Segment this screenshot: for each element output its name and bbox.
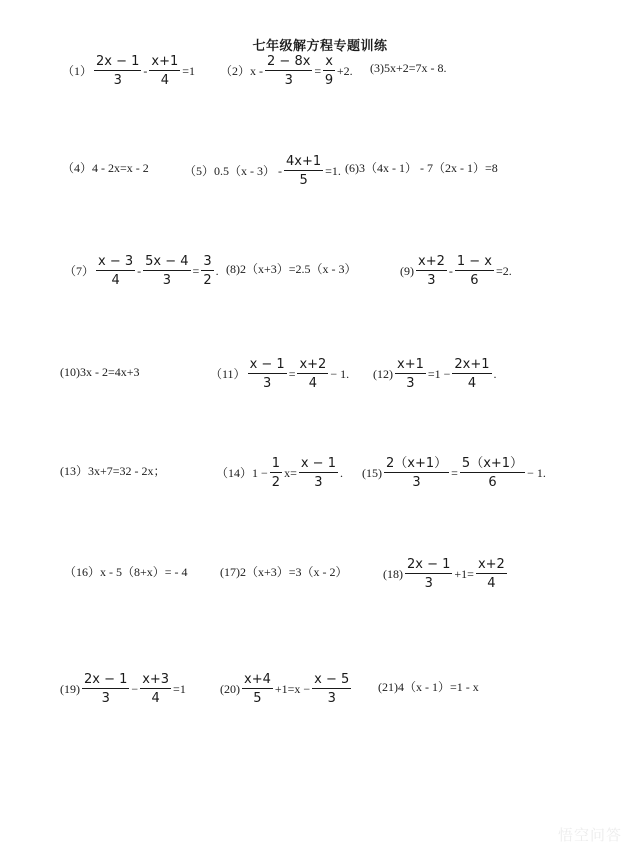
problem-18: (18) $\frac{2x - 1}{3}$ +1= $\frac{x+2}{4}$: [383, 557, 505, 591]
fraction: $\frac{5x - 4}{3}$: [145, 254, 189, 288]
problem-2: （2） x - $\frac{2 - 8x}{3}$ = $\frac{x}{9}$ +2.: [220, 54, 353, 88]
fraction: $\frac{2 - 8x}{3}$: [267, 54, 311, 88]
problem-3: (3) 5x+2=7x - 8.: [370, 61, 447, 75]
problem-1: （1） $\frac{2x - 1}{3}$ - $\frac{x+1}{4}$ =1: [62, 54, 196, 88]
problem-label: (9): [400, 264, 414, 278]
problem-label: （16）: [64, 565, 101, 579]
fraction: $\frac{3}{2}$: [203, 254, 212, 288]
problem-label: （5）: [184, 164, 215, 178]
problem-20: (20) $\frac{x+4}{5}$ +1=x − $\frac{x - 5}{3}$: [220, 672, 350, 706]
problem-19: (19) $\frac{2x - 1}{3}$ − $\frac{x+3}{4}$ =1: [60, 672, 186, 706]
problem-label: (20): [220, 682, 240, 696]
worksheet-title: 七年级解方程专题训练: [252, 39, 388, 54]
problem-label: (6): [345, 161, 359, 175]
problem-15: (15) $\frac{2(x+1)}{3}$ = $\frac{5(x+1)}{6}$ − 1.: [362, 456, 546, 490]
fraction: $\frac{x+2}{4}$: [477, 557, 505, 591]
fraction: $\frac{1 - x}{6}$: [456, 254, 492, 288]
problem-9: (9) $\frac{x+2}{3}$ - $\frac{1 - x}{6}$ =2.: [400, 254, 512, 288]
problem-13: (13） 3x+7=32 - 2x；: [60, 464, 166, 478]
problem-14: （14） 1 − $\frac{1}{2}$ x= $\frac{x - 1}{3}$ .: [216, 456, 343, 490]
problem-label: （2）: [220, 64, 251, 78]
fraction: $\frac{x+2}{4}$: [299, 357, 327, 391]
fraction: $\frac{1}{2}$: [271, 456, 281, 490]
problem-11: （11） $\frac{x - 1}{3}$ = $\frac{x+2}{4}$ − 1.: [210, 357, 350, 391]
fraction: $\frac{x+3}{4}$: [142, 672, 170, 706]
problem-5: （5） 0.5（x - 3） - $\frac{4x+1}{5}$ =1.: [184, 154, 341, 188]
problem-label: （14）: [216, 466, 253, 480]
problem-label: (10): [60, 365, 80, 379]
fraction: $\frac{2x - 1}{3}$: [96, 54, 140, 88]
fraction: $\frac{x+4}{5}$: [244, 672, 271, 706]
fraction: $\frac{2(x+1)}{3}$: [386, 456, 448, 490]
problem-label: (3): [370, 61, 384, 75]
problem-label: (13）: [60, 464, 88, 478]
fraction: $\frac{x - 3}{4}$: [98, 254, 134, 288]
problem-label: （11）: [210, 367, 246, 381]
problem-label: （4）: [62, 161, 93, 175]
problem-7: （7） $\frac{x - 3}{4}$ - $\frac{5x - 4}{3}$ = $\frac{3}{2}$ .: [64, 254, 219, 288]
fraction: $\frac{x}{9}$: [324, 54, 334, 88]
fraction: $\frac{2x+1}{4}$: [454, 357, 490, 391]
fraction: $\frac{x+1}{4}$: [151, 54, 179, 88]
fraction: $\frac{x - 1}{3}$: [300, 456, 336, 490]
problem-label: （1）: [62, 64, 93, 78]
problem-label: (15): [362, 466, 382, 480]
fraction: $\frac{x - 5}{3}$: [314, 672, 350, 706]
problem-12: (12) $\frac{x+1}{3}$ =1 − $\frac{2x+1}{4}$ .: [373, 357, 497, 391]
problem-label: (8): [226, 262, 240, 276]
problem-4: （4） 4 - 2x=x - 2: [62, 161, 149, 175]
fraction: $\frac{2x - 1}{3}$: [84, 672, 128, 706]
fraction: $\frac{x+1}{3}$: [397, 357, 424, 391]
problem-label: (18): [383, 567, 403, 581]
fraction: $\frac{4x+1}{5}$: [286, 154, 322, 188]
problem-8: (8) 2（x+3）=2.5（x - 3）: [226, 262, 357, 276]
problem-17: (17) 2（x+3）=3（x - 2）: [220, 565, 348, 579]
fraction: $\frac{5(x+1)}{6}$: [461, 456, 524, 490]
fraction: $\frac{x+2}{3}$: [418, 254, 445, 288]
problem-label: (17): [220, 565, 240, 579]
problem-10: (10) 3x - 2=4x+3: [60, 365, 140, 379]
fraction: $\frac{x - 1}{3}$: [249, 357, 285, 391]
problem-label: (12): [373, 367, 393, 381]
problem-label: (19): [60, 682, 80, 696]
problem-label: (21): [378, 680, 398, 694]
problem-6: (6) 3（4x - 1） - 7（2x - 1）=8: [345, 161, 498, 175]
problem-label: （7）: [64, 264, 95, 278]
problem-21: (21) 4（x - 1）=1 - x: [378, 680, 479, 694]
fraction: $\frac{2x - 1}{3}$: [407, 557, 451, 591]
watermark: 悟空问答: [557, 826, 622, 844]
problem-16: （16） x - 5（8+x）= - 4: [64, 565, 188, 579]
